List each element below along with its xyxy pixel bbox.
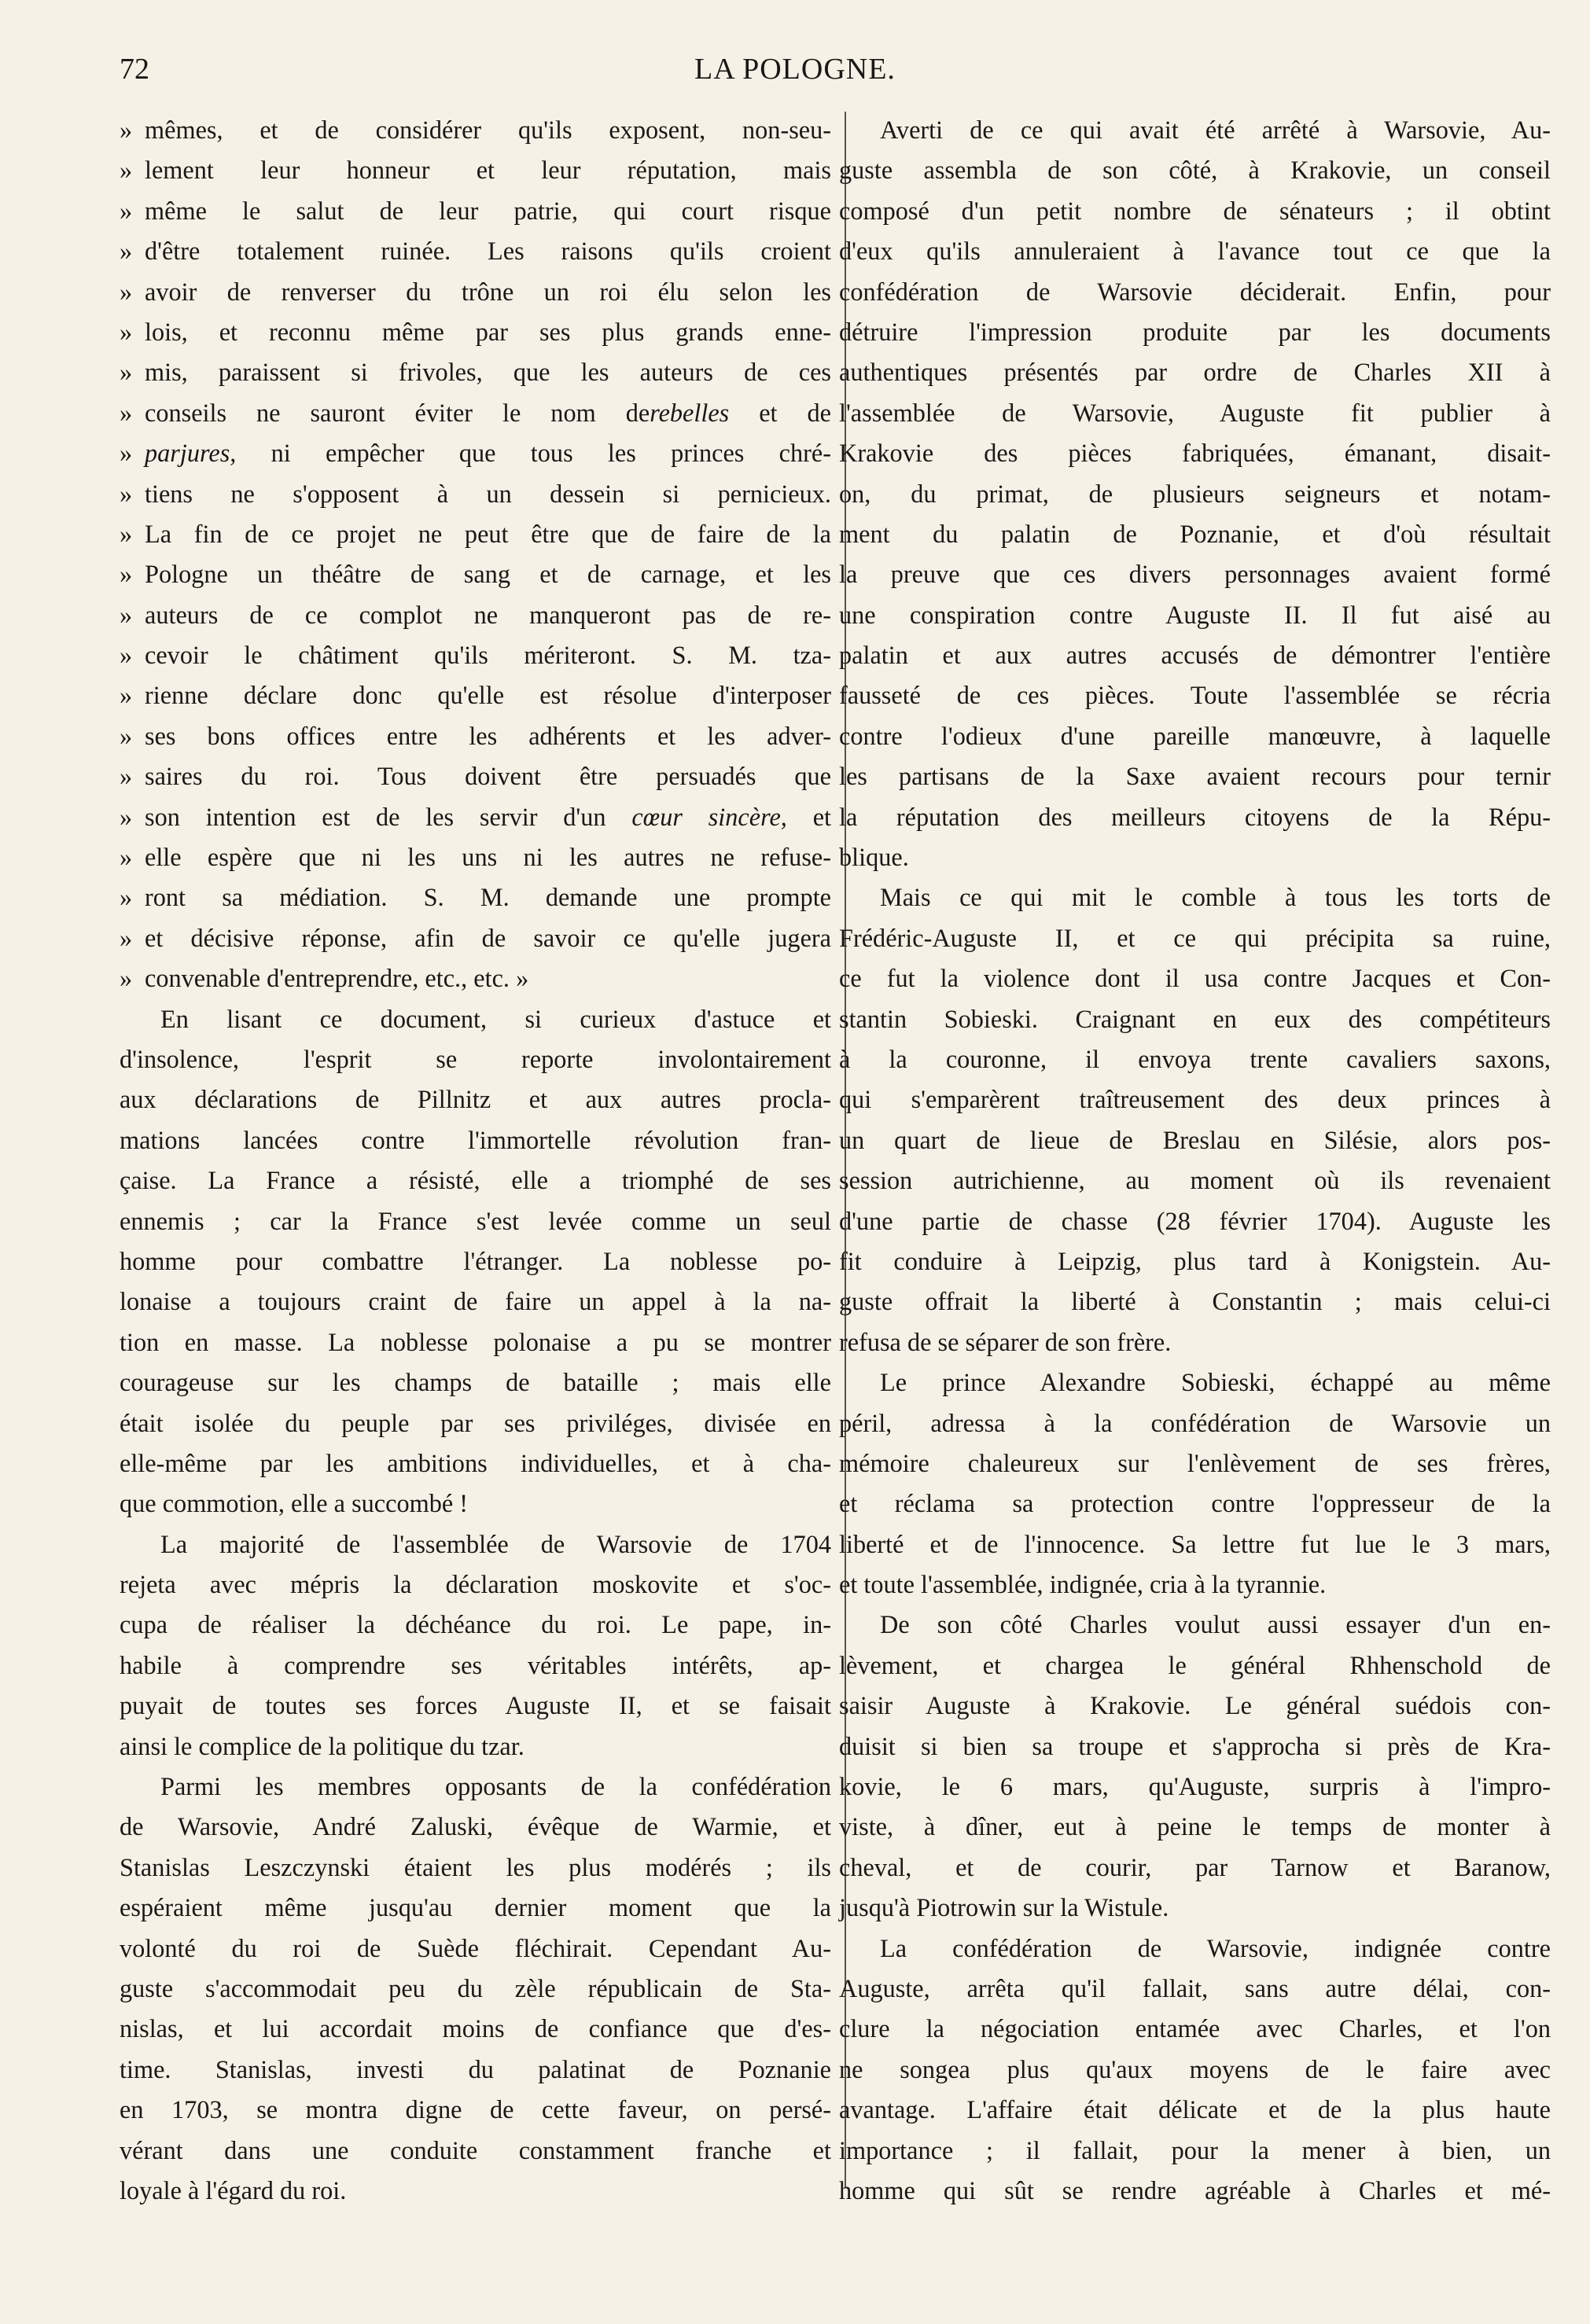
quote-mark: » bbox=[120, 721, 133, 750]
text-line bbox=[120, 1362, 831, 1403]
text-line bbox=[120, 1443, 831, 1484]
quote-mark: » bbox=[120, 519, 133, 548]
line-text: guste offrait la liberté à Constantin ; mais celui-ci bbox=[839, 1287, 1551, 1316]
line-text: saisir Auguste à Krakovie. Le général suédois con- bbox=[839, 1691, 1551, 1720]
line-text: courageuse sur les champs de bataille ; mais elle bbox=[120, 1368, 831, 1397]
line-text: ses bons offices entre les adhérents et les adver- bbox=[145, 721, 831, 750]
line-text: homme qui sût se rendre agréable à Charles et mé- bbox=[839, 2175, 1551, 2204]
quote-mark: » bbox=[120, 883, 133, 912]
line-text: lèvement, et chargea le général Rhhenschold de bbox=[839, 1650, 1551, 1679]
line-text: cheval, et de courir, par Tarnow et Baranow, bbox=[839, 1852, 1551, 1881]
text-line bbox=[120, 958, 831, 998]
quote-mark: » bbox=[120, 964, 133, 993]
text-line bbox=[120, 231, 831, 271]
text-line bbox=[120, 2050, 831, 2090]
line-text: time. Stanislas, investi du palatinat de Poznanie bbox=[120, 2054, 831, 2083]
text-line bbox=[839, 999, 1551, 1039]
quote-mark: » bbox=[120, 681, 133, 710]
text-line bbox=[120, 474, 831, 514]
text-line bbox=[120, 1039, 831, 1079]
line-text: Mais ce qui mit le comble à tous les torts de bbox=[880, 883, 1551, 912]
text-line bbox=[839, 191, 1551, 231]
text-line bbox=[120, 1160, 831, 1201]
line-text: palatin et aux autres accusés de démontrer l'entière bbox=[839, 641, 1551, 670]
line-text: l'assemblée de Warsovie, Auguste fit publier à bbox=[839, 398, 1551, 427]
text-line bbox=[839, 635, 1551, 675]
line-text: avoir de renverser du trône un roi élu selon les bbox=[145, 277, 831, 306]
line-text: ne songea plus qu'aux moyens de le faire avec bbox=[839, 2054, 1551, 2083]
line-text: la réputation des meilleurs citoyens de la Répu- bbox=[839, 802, 1551, 831]
line-text: guste s'accommodait peu du zèle républicain de Sta- bbox=[120, 1973, 831, 2002]
line-text: La majorité de l'assemblée de Warsovie de 1704 bbox=[160, 1529, 831, 1558]
text-line bbox=[839, 554, 1551, 594]
text-line bbox=[839, 797, 1551, 837]
quote-mark: » bbox=[120, 923, 133, 952]
line-text: Le prince Alexandre Sobieski, échappé au même bbox=[880, 1368, 1551, 1397]
line-text: d'être totalement ruinée. Les raisons qu'ils croient bbox=[145, 237, 831, 266]
line-text: avantage. L'affaire était délicate et de la plus haute bbox=[839, 2095, 1551, 2124]
line-text: volonté du roi de Suède fléchirait. Cependant Au- bbox=[120, 1933, 831, 1962]
line-text: Auguste, arrêta qu'il fallait, sans autre délai, con- bbox=[839, 1973, 1551, 2002]
line-text: rejeta avec mépris la déclaration moskovite et s'oc- bbox=[120, 1570, 831, 1599]
line-text: fit conduire à Leipzig, plus tard à Konigstein. Au- bbox=[839, 1246, 1551, 1275]
text-line bbox=[120, 716, 831, 756]
text-line bbox=[839, 1201, 1551, 1241]
line-text: était isolée du peuple par ses priviléges, divisée en bbox=[120, 1408, 831, 1437]
quote-mark: » bbox=[120, 560, 133, 589]
line-text: même le salut de leur patrie, qui court risque bbox=[145, 196, 831, 225]
text-line bbox=[839, 150, 1551, 190]
line-text: mations lancées contre l'immortelle révolution fran- bbox=[120, 1125, 831, 1154]
text-line bbox=[120, 554, 831, 594]
text-line bbox=[839, 1848, 1551, 1888]
text-line bbox=[120, 877, 831, 917]
quote-mark: » bbox=[120, 398, 133, 427]
text-line bbox=[120, 1807, 831, 1847]
text-line bbox=[839, 1726, 1551, 1767]
line-text: en 1703, se montra digne de cette faveur, on persé- bbox=[120, 2095, 831, 2124]
line-text: auteurs de ce complot ne manqueront pas de re- bbox=[145, 600, 831, 629]
line-text: saires du roi. Tous doivent être persuadés que bbox=[145, 762, 831, 791]
text-line bbox=[120, 837, 831, 877]
text-line bbox=[839, 1767, 1551, 1807]
text-line bbox=[839, 312, 1551, 352]
text-line bbox=[120, 1079, 831, 1120]
text-line bbox=[839, 1322, 1551, 1362]
text-line bbox=[839, 837, 1551, 877]
text-line bbox=[120, 393, 831, 433]
line-text: Krakovie des pièces fabriquées, émanant, disait- bbox=[839, 439, 1551, 468]
line-text: composé d'un petit nombre de sénateurs ; il obtint bbox=[839, 196, 1551, 225]
line-text: kovie, le 6 mars, qu'Auguste, surpris à l'impro- bbox=[839, 1772, 1551, 1801]
text-line bbox=[839, 2131, 1551, 2171]
text-line bbox=[120, 1646, 831, 1686]
text-line bbox=[839, 1443, 1551, 1484]
line-text: on, du primat, de plusieurs seigneurs et notam- bbox=[839, 479, 1551, 508]
quote-mark: » bbox=[120, 802, 133, 831]
page-header bbox=[0, 52, 1590, 99]
line-text: une conspiration contre Auguste II. Il fut aisé au bbox=[839, 600, 1551, 629]
quote-mark: » bbox=[120, 762, 133, 791]
text-line bbox=[839, 2009, 1551, 2049]
quote-mark: » bbox=[120, 317, 133, 346]
line-text: tiens ne s'opposent à un dessein si pernicieux. bbox=[145, 479, 831, 508]
italic-text: rebelles bbox=[650, 398, 730, 427]
quote-mark: » bbox=[120, 439, 133, 468]
line-text: ce fut la violence dont il usa contre Jacques et Con- bbox=[839, 964, 1551, 993]
line-text: importance ; il fallait, pour la mener à bien, un bbox=[839, 2135, 1551, 2164]
text-line bbox=[120, 1484, 831, 1524]
line-text: homme pour combattre l'étranger. La noblesse po- bbox=[120, 1246, 831, 1275]
text-line bbox=[120, 1241, 831, 1282]
quote-mark: » bbox=[120, 358, 133, 387]
line-text: aux déclarations de Pillnitz et aux autres procla- bbox=[120, 1085, 831, 1114]
line-text: ainsi le complice de la politique du tzar. bbox=[120, 1731, 524, 1760]
line-text: viste, à dîner, eut à peine le temps de monter à bbox=[839, 1812, 1551, 1841]
line-text: et réclama sa protection contre l'oppresseur de la bbox=[839, 1489, 1551, 1518]
line-text: çaise. La France a résisté, elle a triomphé de ses bbox=[120, 1166, 831, 1195]
text-line bbox=[120, 1686, 831, 1726]
line-text: La confédération de Warsovie, indignée contre bbox=[880, 1933, 1551, 1962]
text-line bbox=[839, 433, 1551, 473]
line-text: et toute l'assemblée, indignée, cria à la tyrannie. bbox=[839, 1570, 1327, 1599]
page-number: 72 bbox=[120, 53, 149, 86]
line-text: ment du palatin de Poznanie, et d'où résultait bbox=[839, 519, 1551, 548]
text-line bbox=[839, 352, 1551, 392]
text-line bbox=[120, 514, 831, 554]
italic-text: parjures, bbox=[145, 439, 237, 468]
text-line bbox=[839, 1524, 1551, 1565]
line-text: lois, et reconnu même par ses plus grands enne- bbox=[145, 317, 831, 346]
text-line bbox=[120, 352, 831, 392]
text-line bbox=[120, 1726, 831, 1767]
text-line bbox=[120, 1524, 831, 1565]
line-text: jusqu'à Piotrowin sur la Wistule. bbox=[839, 1893, 1169, 1922]
text-line bbox=[839, 1646, 1551, 1686]
text-line bbox=[120, 675, 831, 715]
line-text: La fin de ce projet ne peut être que de faire de la bbox=[145, 519, 831, 548]
text-line bbox=[120, 1201, 831, 1241]
quote-mark: » bbox=[120, 641, 133, 670]
running-title: LA POLOGNE. bbox=[694, 53, 896, 86]
quote-mark: » bbox=[120, 600, 133, 629]
quote-mark: » bbox=[120, 237, 133, 266]
text-line bbox=[120, 1767, 831, 1807]
text-line bbox=[839, 231, 1551, 271]
line-text: De son côté Charles voulut aussi essayer d'un en- bbox=[880, 1610, 1551, 1639]
line-text: nislas, et lui accordait moins de confiance que d'es- bbox=[120, 2014, 831, 2043]
line-text: vérant dans une conduite constamment franche et bbox=[120, 2135, 831, 2164]
line-text: ni empêcher que tous les princes chré- bbox=[236, 439, 831, 468]
text-line bbox=[120, 1929, 831, 1969]
quote-mark: » bbox=[120, 479, 133, 508]
line-text: contre l'odieux d'une pareille manœuvre, à laquelle bbox=[839, 721, 1551, 750]
text-line bbox=[120, 2090, 831, 2130]
text-line bbox=[839, 918, 1551, 958]
text-line bbox=[120, 756, 831, 796]
line-text: clure la négociation entamée avec Charles, et l'on bbox=[839, 2014, 1551, 2043]
text-line bbox=[839, 595, 1551, 635]
italic-text: cœur sincère, bbox=[631, 802, 787, 831]
text-line bbox=[839, 2171, 1551, 2211]
line-text: Parmi les membres opposants de la confédération bbox=[160, 1772, 831, 1801]
text-line bbox=[120, 2171, 831, 2211]
text-line bbox=[839, 756, 1551, 796]
line-text: que commotion, elle a succombé ! bbox=[120, 1489, 469, 1518]
line-text: Stanislas Leszczynski étaient les plus modérés ; ils bbox=[120, 1852, 831, 1881]
text-line bbox=[120, 1888, 831, 1928]
line-text: ennemis ; car la France s'est levée comme un seul bbox=[120, 1206, 831, 1235]
text-line bbox=[839, 272, 1551, 312]
text-line bbox=[839, 1686, 1551, 1726]
text-line bbox=[120, 312, 831, 352]
text-line bbox=[120, 2131, 831, 2171]
text-line bbox=[120, 110, 831, 150]
text-line bbox=[839, 2050, 1551, 2090]
text-line bbox=[839, 393, 1551, 433]
text-line bbox=[839, 1282, 1551, 1322]
text-line bbox=[120, 1322, 831, 1362]
text-line bbox=[839, 1362, 1551, 1403]
right-column bbox=[839, 110, 1551, 2211]
quote-mark: » bbox=[120, 196, 133, 225]
text-line bbox=[839, 1241, 1551, 1282]
text-line bbox=[120, 1605, 831, 1645]
text-line bbox=[120, 999, 831, 1039]
text-line bbox=[120, 1120, 831, 1160]
line-text: refusa de se séparer de son frère. bbox=[839, 1327, 1172, 1356]
line-text: espéraient même jusqu'au dernier moment que la bbox=[120, 1893, 831, 1922]
line-text: duisit si bien sa troupe et s'approcha si près de Kra- bbox=[839, 1731, 1551, 1760]
text-line bbox=[120, 595, 831, 635]
quote-mark: » bbox=[120, 116, 133, 144]
text-line bbox=[839, 1888, 1551, 1928]
line-text: rienne déclare donc qu'elle est résolue d'interposer bbox=[145, 681, 831, 710]
line-text: guste assembla de son côté, à Krakovie, un conseil bbox=[839, 156, 1551, 185]
text-line bbox=[839, 1039, 1551, 1079]
text-line bbox=[120, 1565, 831, 1605]
line-text: convenable d'entreprendre, etc., etc. » bbox=[145, 964, 529, 993]
line-text: lonaise a toujours craint de faire un appel à la na- bbox=[120, 1287, 831, 1316]
line-text: Frédéric-Auguste II, et ce qui précipita sa ruine, bbox=[839, 923, 1551, 952]
text-line bbox=[120, 918, 831, 958]
line-text: authentiques présentés par ordre de Charles XII à bbox=[839, 358, 1551, 387]
line-text: d'eux qu'ils annuleraient à l'avance tout ce que la bbox=[839, 237, 1551, 266]
line-text: liberté et de l'innocence. Sa lettre fut lue le 3 mars, bbox=[839, 1529, 1551, 1558]
line-text: et de bbox=[729, 398, 831, 427]
line-text: elle espère que ni les uns ni les autres ne refuse- bbox=[145, 843, 831, 872]
text-line bbox=[120, 1282, 831, 1322]
text-line bbox=[839, 1079, 1551, 1120]
text-line bbox=[839, 1969, 1551, 2009]
line-text: tion en masse. La noblesse polonaise a pu se montrer bbox=[120, 1327, 831, 1356]
line-text: Averti de ce qui avait été arrêté à Warsovie, Au- bbox=[880, 116, 1551, 144]
text-line bbox=[120, 2009, 831, 2049]
line-text: loyale à l'égard du roi. bbox=[120, 2175, 347, 2204]
line-text: stantin Sobieski. Craignant en eux des compétiteurs bbox=[839, 1004, 1551, 1033]
line-text: et bbox=[786, 802, 832, 831]
text-line bbox=[839, 716, 1551, 756]
text-line bbox=[839, 110, 1551, 150]
line-text: blique. bbox=[839, 843, 909, 872]
line-text: cupa de réaliser la déchéance du roi. Le pape, in- bbox=[120, 1610, 831, 1639]
text-line bbox=[839, 877, 1551, 917]
text-line bbox=[839, 1120, 1551, 1160]
text-line bbox=[839, 1565, 1551, 1605]
line-text: péril, adressa à la confédération de Warsovie un bbox=[839, 1408, 1551, 1437]
quote-mark: » bbox=[120, 277, 133, 306]
line-text: à la couronne, il envoya trente cavaliers saxons, bbox=[839, 1044, 1551, 1073]
text-line bbox=[839, 1160, 1551, 1201]
text-line bbox=[839, 514, 1551, 554]
line-text: les partisans de la Saxe avaient recours pour ternir bbox=[839, 762, 1551, 791]
line-text: habile à comprendre ses véritables intérêts, ap- bbox=[120, 1650, 831, 1679]
line-text: de Warsovie, André Zaluski, évêque de Warmie, et bbox=[120, 1812, 831, 1841]
line-text: mis, paraissent si frivoles, que les auteurs de ces bbox=[145, 358, 831, 387]
line-text: conseils ne sauront éviter le nom de bbox=[145, 398, 650, 427]
text-line bbox=[120, 635, 831, 675]
line-text: puyait de toutes ses forces Auguste II, et se faisait bbox=[120, 1691, 831, 1720]
text-line bbox=[839, 1929, 1551, 1969]
line-text: mêmes, et de considérer qu'ils exposent, non-seu- bbox=[145, 116, 831, 144]
quote-mark: » bbox=[120, 843, 133, 872]
text-line bbox=[839, 1605, 1551, 1645]
text-line bbox=[120, 191, 831, 231]
quote-mark: » bbox=[120, 156, 133, 185]
line-text: session autrichienne, au moment où ils revenaient bbox=[839, 1166, 1551, 1195]
line-text: un quart de lieue de Breslau en Silésie, alors pos- bbox=[839, 1125, 1551, 1154]
text-line bbox=[839, 958, 1551, 998]
text-line bbox=[120, 1969, 831, 2009]
line-text: son intention est de les servir d'un bbox=[145, 802, 632, 831]
line-text: et décisive réponse, afin de savoir ce qu'elle jugera bbox=[145, 923, 831, 952]
line-text: cevoir le châtiment qu'ils mériteront. S. M. tza- bbox=[145, 641, 831, 670]
line-text: ront sa médiation. S. M. demande une prompte bbox=[145, 883, 831, 912]
text-line bbox=[120, 433, 831, 473]
line-text: Pologne un théâtre de sang et de carnage, et les bbox=[145, 560, 831, 589]
text-line bbox=[839, 675, 1551, 715]
line-text: d'insolence, l'esprit se reporte involontairement bbox=[120, 1044, 831, 1073]
text-line bbox=[120, 272, 831, 312]
text-line bbox=[120, 797, 831, 837]
text-line bbox=[120, 150, 831, 190]
text-line bbox=[839, 1403, 1551, 1443]
line-text: elle-même par les ambitions individuelles, et à cha- bbox=[120, 1448, 831, 1477]
text-line bbox=[120, 1403, 831, 1443]
line-text: détruire l'impression produite par les documents bbox=[839, 317, 1551, 346]
line-text: confédération de Warsovie déciderait. Enfin, pour bbox=[839, 277, 1551, 306]
line-text: mémoire chaleureux sur l'enlèvement de ses frères, bbox=[839, 1448, 1551, 1477]
line-text: fausseté de ces pièces. Toute l'assemblée se récria bbox=[839, 681, 1551, 710]
text-line bbox=[839, 1807, 1551, 1847]
text-line bbox=[839, 474, 1551, 514]
line-text: lement leur honneur et leur réputation, mais bbox=[145, 156, 831, 185]
line-text: la preuve que ces divers personnages avaient formé bbox=[839, 560, 1551, 589]
left-column bbox=[120, 110, 831, 2211]
line-text: En lisant ce document, si curieux d'astuce et bbox=[160, 1004, 831, 1033]
line-text: d'une partie de chasse (28 février 1704). Auguste les bbox=[839, 1206, 1551, 1235]
text-line bbox=[120, 1848, 831, 1888]
text-line bbox=[839, 2090, 1551, 2130]
line-text: qui s'emparèrent traîtreusement des deux princes à bbox=[839, 1085, 1551, 1114]
text-line bbox=[839, 1484, 1551, 1524]
